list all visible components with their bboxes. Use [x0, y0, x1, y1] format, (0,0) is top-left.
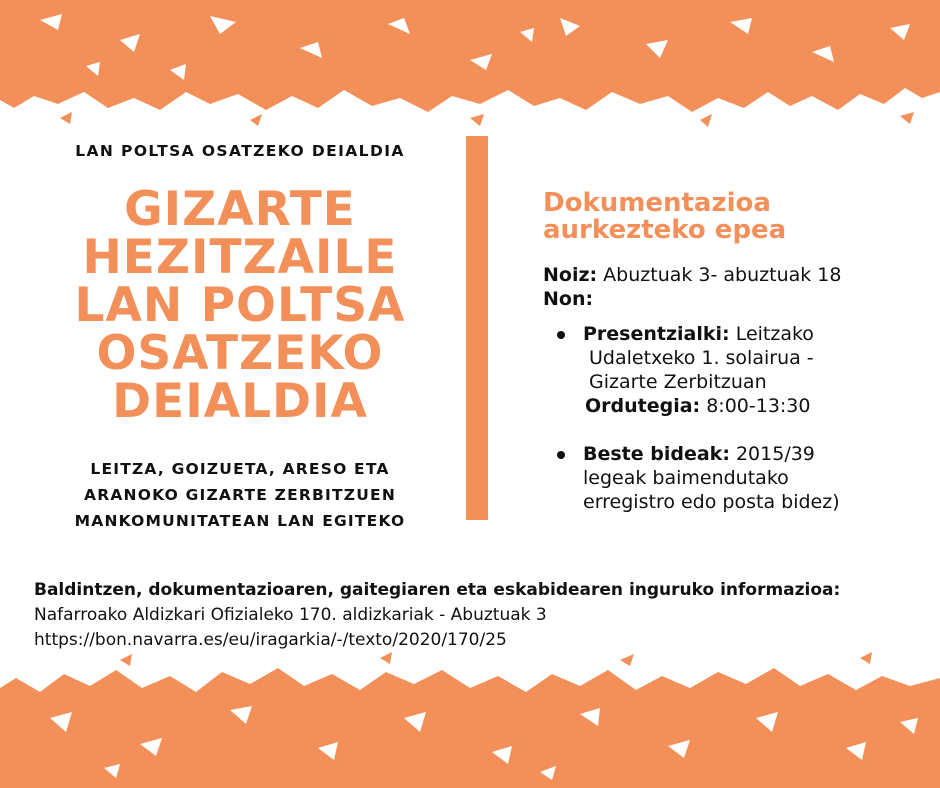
subheading-line-3: MANKOMUNITATEAN LAN EGITEKO — [74, 512, 406, 530]
main-title-line-1: GIZARTE — [124, 182, 356, 237]
main-title-line-3: LAN POLTSA — [74, 278, 406, 333]
footer-bulletin-line: Nafarroako Aldizkari Ofizialeko 170. aldizkariak - Abuztuak 3 — [34, 605, 547, 625]
documentation-title-line-2: aurkezteko epea — [543, 215, 787, 245]
hours-line — [583, 394, 923, 418]
footer-info — [34, 578, 924, 653]
when-line — [543, 263, 923, 287]
hours-value: 8:00-13:30 — [706, 395, 811, 417]
bullet-two-first-line — [583, 442, 923, 466]
bullet-icon — [557, 331, 565, 339]
other-ways-line-2: legeak baimendutako — [583, 467, 789, 489]
vertical-divider — [466, 136, 488, 520]
main-title — [40, 182, 440, 429]
kicker-heading: LAN POLTSA OSATZEKO DEIALDIA — [75, 142, 405, 160]
top-brush-band — [0, 0, 940, 130]
in-person-label: Presentzialki: — [583, 323, 730, 345]
location-subheading — [40, 456, 440, 534]
main-title-line-5: DEIALDIA — [112, 374, 368, 429]
in-person-line-3: Gizarte Zerbitzuan — [589, 371, 767, 393]
list-item — [543, 322, 923, 418]
footer-url: https://bon.navarra.es/eu/iragarkia/-/texto/2020/170/25 — [34, 630, 507, 650]
subheading-line-1: LEITZA, GOIZUETA, ARESO ETA — [90, 460, 390, 478]
documentation-title-line-1: Dokumentazioa — [543, 188, 771, 218]
bullet-icon — [557, 451, 565, 459]
list-item — [543, 442, 923, 514]
where-line — [543, 287, 923, 311]
in-person-line-2: Udaletxeko 1. solairua - — [589, 347, 814, 369]
when-label: Noiz: — [543, 264, 598, 286]
bullet-one-first-line — [583, 322, 923, 346]
other-ways-line-3: erregistro edo posta bidez) — [583, 491, 840, 513]
other-ways-first: 2015/39 — [735, 443, 815, 465]
main-title-line-2: HEZITZAILE — [82, 230, 398, 285]
footer-heading: Baldintzen, dokumentazioaren, gaitegiaren eta eskabidearen inguruko informazioa: — [34, 580, 841, 600]
hours-label: Ordutegia: — [585, 395, 701, 417]
main-title-line-4: OSATZEKO — [96, 326, 384, 381]
other-ways-label: Beste bideak: — [583, 443, 730, 465]
subheading-line-2: ARANOKO GIZARTE ZERBITZUEN — [84, 486, 396, 504]
in-person-first: Leitzako — [735, 323, 814, 345]
bottom-brush-band — [0, 648, 940, 788]
when-where-block — [543, 263, 923, 311]
where-label: Non: — [543, 288, 594, 310]
where-options-list — [543, 322, 923, 514]
documentation-title — [543, 190, 923, 244]
when-value: Abuztuak 3- abuztuak 18 — [603, 264, 842, 286]
